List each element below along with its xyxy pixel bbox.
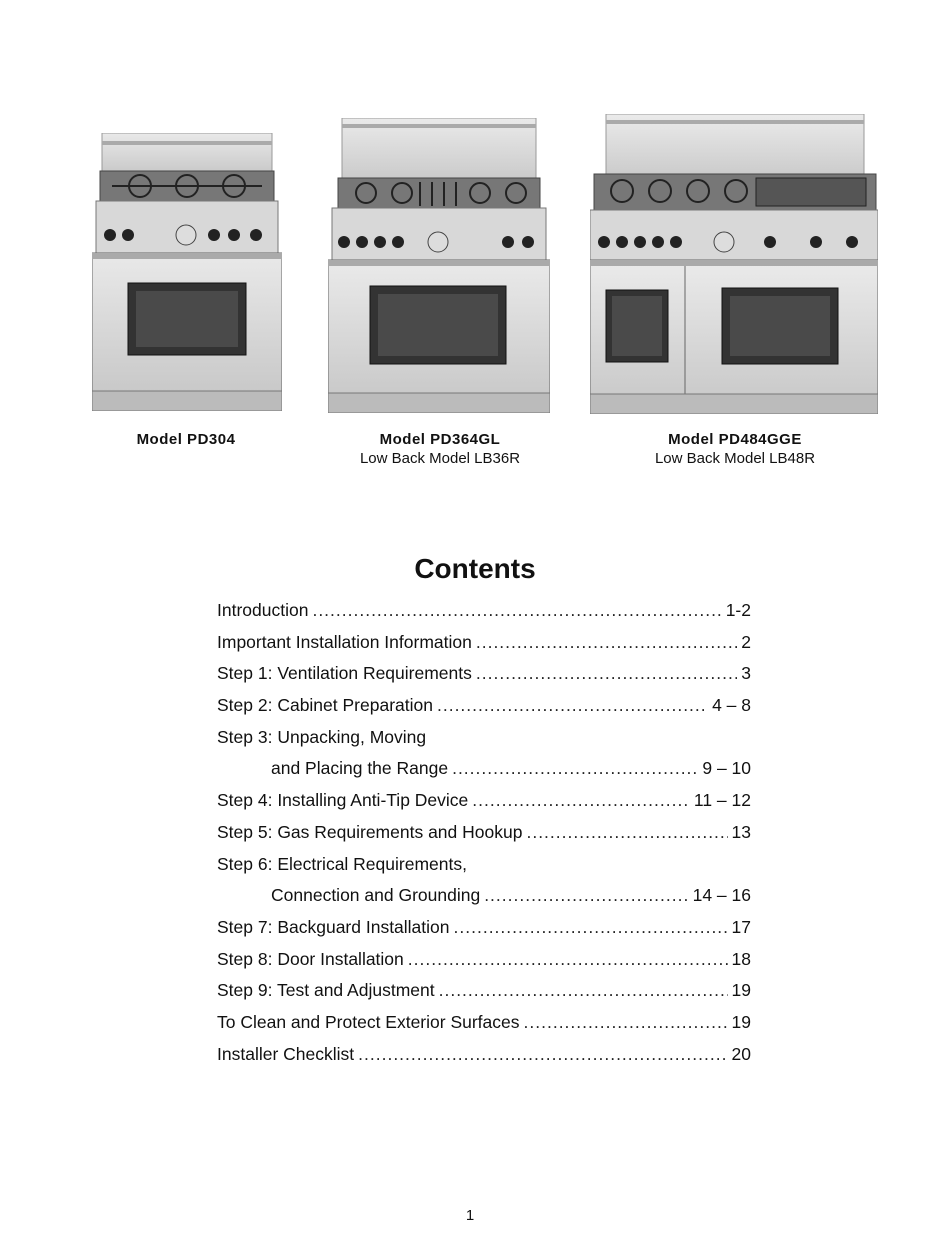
toc-entry-label: Step 7: Backguard Installation [217, 916, 450, 937]
toc-entry[interactable] [217, 627, 751, 659]
toc-entry-label: and Placing the Range [271, 758, 449, 779]
toc-entry[interactable] [217, 1039, 751, 1071]
range-caption-pd484gge [620, 430, 850, 468]
model-name: Model PD484GGE [668, 431, 802, 448]
toc-entry[interactable] [217, 722, 751, 754]
toc-entry-page: 17 [731, 916, 751, 937]
toc-entry[interactable] [217, 849, 751, 881]
toc-entry[interactable] [217, 658, 751, 690]
toc-entry-page: 19 [731, 980, 751, 1001]
toc-entry-label: Step 2: Cabinet Preparation [217, 695, 433, 716]
toc-entry-label: Step 4: Installing Anti-Tip Device [217, 790, 469, 811]
range-image-pd304 [92, 133, 282, 411]
toc-entry-page: 1-2 [725, 600, 751, 620]
toc-leader-dots [454, 912, 728, 944]
toc-entry[interactable] [217, 690, 751, 722]
contents-title: Contents [414, 553, 536, 584]
range-caption-pd304 [86, 430, 286, 449]
toc-leader-dots [476, 627, 737, 659]
toc-leader-dots [437, 690, 708, 722]
toc-entry[interactable] [217, 975, 751, 1007]
model-name: Model PD364GL [379, 431, 501, 448]
toc-entry-page: 20 [731, 1043, 751, 1064]
toc-leader-dots [358, 1039, 727, 1071]
toc-entry-page: 9 – 10 [702, 758, 751, 779]
toc-entry[interactable] [217, 944, 751, 976]
toc-entry-label: Step 6: Electrical Requirements, [217, 853, 467, 874]
toc-entry[interactable] [217, 817, 751, 849]
toc-entry[interactable] [217, 595, 751, 627]
model-name: Model PD304 [136, 431, 236, 448]
toc-entry-page: 13 [731, 821, 751, 842]
toc-leader-dots [484, 880, 688, 912]
low-back-model: Low Back Model LB36R [359, 450, 521, 467]
range-image-pd484gge [590, 114, 878, 414]
toc-leader-dots [472, 785, 690, 817]
toc-entry-label: Step 9: Test and Adjustment [217, 980, 435, 1001]
toc-entry-label: To Clean and Protect Exterior Surfaces [217, 1011, 520, 1032]
toc-leader-dots [476, 658, 737, 690]
toc-entry-label: Connection and Grounding [271, 885, 481, 906]
toc-entry[interactable] [217, 1007, 751, 1039]
table-of-contents [217, 595, 751, 1070]
range-caption-pd364gl [335, 430, 545, 468]
toc-entry[interactable] [217, 785, 751, 817]
toc-entry-label: Step 5: Gas Requirements and Hookup [217, 821, 523, 842]
toc-entry[interactable] [217, 880, 751, 912]
toc-leader-dots [408, 944, 728, 976]
toc-entry-page: 3 [741, 663, 751, 684]
toc-entry-page: 18 [731, 948, 751, 969]
toc-entry-label: Introduction [217, 600, 309, 620]
low-back-model: Low Back Model LB48R [654, 450, 816, 467]
toc-entry-page: 4 – 8 [712, 695, 751, 716]
toc-leader-dots [452, 753, 698, 785]
toc-entry-page: 14 – 16 [692, 885, 751, 906]
toc-leader-dots [526, 817, 727, 849]
toc-leader-dots [312, 595, 721, 627]
toc-entry-label: Step 3: Unpacking, Moving [217, 726, 427, 747]
page-number: 1 [465, 1207, 475, 1224]
toc-entry-label: Important Installation Information [217, 631, 472, 652]
toc-entry[interactable] [217, 912, 751, 944]
toc-entry-page: 2 [741, 631, 751, 652]
range-image-pd364gl [328, 118, 550, 413]
toc-entry-label: Installer Checklist [217, 1043, 355, 1064]
toc-entry-page: 19 [731, 1011, 751, 1032]
toc-entry-page: 11 – 12 [693, 790, 751, 811]
toc-leader-dots [439, 975, 728, 1007]
toc-leader-dots [524, 1007, 728, 1039]
toc-entry-label: Step 8: Door Installation [217, 948, 404, 969]
toc-entry[interactable] [217, 753, 751, 785]
toc-entry-label: Step 1: Ventilation Requirements [217, 663, 472, 684]
